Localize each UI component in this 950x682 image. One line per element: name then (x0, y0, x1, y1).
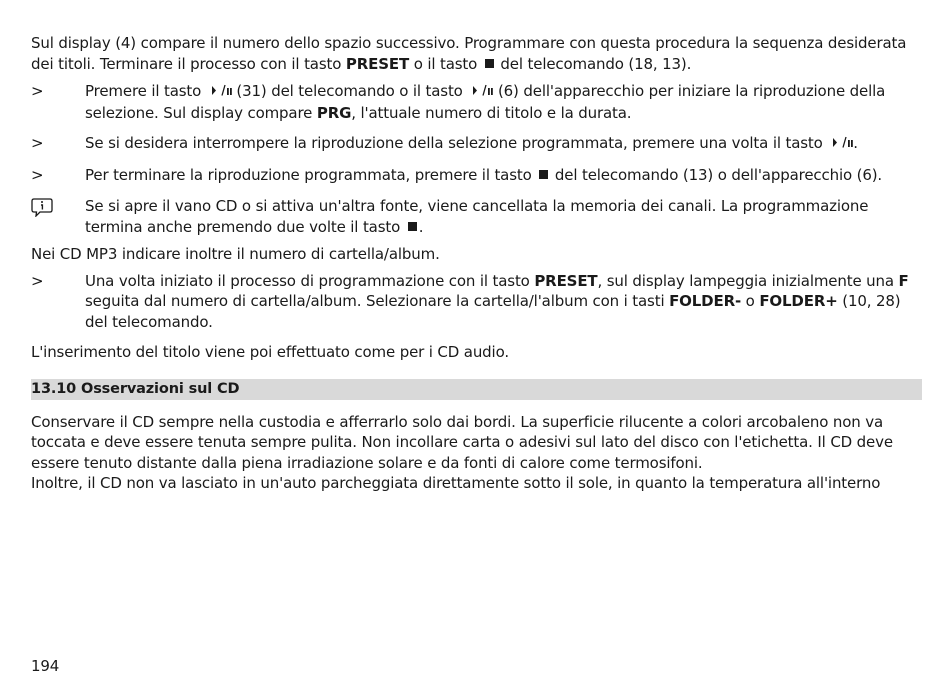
list-marker: > (31, 271, 44, 290)
list-marker: > (31, 165, 44, 184)
list-marker: > (31, 134, 44, 152)
title-entry-paragraph: L'inserimento del titolo viene poi effettuato come per i CD audio. (31, 343, 509, 361)
list-item: > Per terminare la riproduzione programmata, premere il tasto del telecomando (13) o dell'apparecchio (6). (31, 165, 923, 187)
stop-icon (536, 166, 550, 187)
list-marker: > (31, 82, 44, 100)
play-pause-icon (206, 82, 232, 103)
stop-icon (482, 55, 496, 76)
info-note-icon (31, 197, 53, 223)
intro-paragraph: Sul display (4) compare il numero dello spazio successivo. Programmare con questa procedura la sequenza desiderata dei titoli. Terminare il processo con il tasto PRESET o il tasto del telecomando (18, 13). (31, 33, 923, 75)
list-item: > Premere il tasto (31) del telecomando o il tasto (6) dell'apparecchio per iniziare la riproduzione della selezione. Sul display compare PRG, l'attuale numero di titolo e la durata. (31, 82, 886, 122)
page-number: 194 (31, 657, 60, 675)
play-pause-icon (467, 82, 493, 103)
list-item: > Una volta iniziato il processo di programmazione con il tasto PRESET, sul display lampeggia inizialmente una F seguita dal numero di cartella/album. Selezionare la cartella/l'album con i tasti FOLDER- o FOLDER+ (10, 28) del telecomando. (31, 271, 909, 331)
cd-care-paragraph-continued: Inoltre, il CD non va lasciato in un'auto parcheggiata direttamente sotto il sole, in quanto la temperatura all'interno (31, 474, 881, 492)
info-note: Se si apre il vano CD o si attiva un'altra fonte, viene cancellata la memoria dei canali. La programmazione termina anche premendo due volte il tasto . (31, 196, 923, 238)
stop-icon (405, 218, 419, 239)
mp3-intro: Nei CD MP3 indicare inoltre il numero di cartella/album. (31, 245, 440, 263)
list-item: > Se si desidera interrompere la riproduzione della selezione programmata, premere una volta il tasto . (31, 133, 923, 155)
cd-care-paragraph: Conservare il CD sempre nella custodia e afferrarlo solo dai bordi. La superficie rilucente a colori arcobaleno non va toccata e deve essere tenuta sempre pulita. Non incollare carta o adesivi sul lato del disco con l'etichetta. Il CD deve essere tenuto distante dalla piena irradiazione solare e da fonti di calore come termosifoni. (31, 412, 893, 472)
page-content (31, 33, 923, 494)
section-heading: 13.10 Osservazioni sul CD (31, 379, 922, 400)
play-pause-icon (827, 134, 853, 155)
